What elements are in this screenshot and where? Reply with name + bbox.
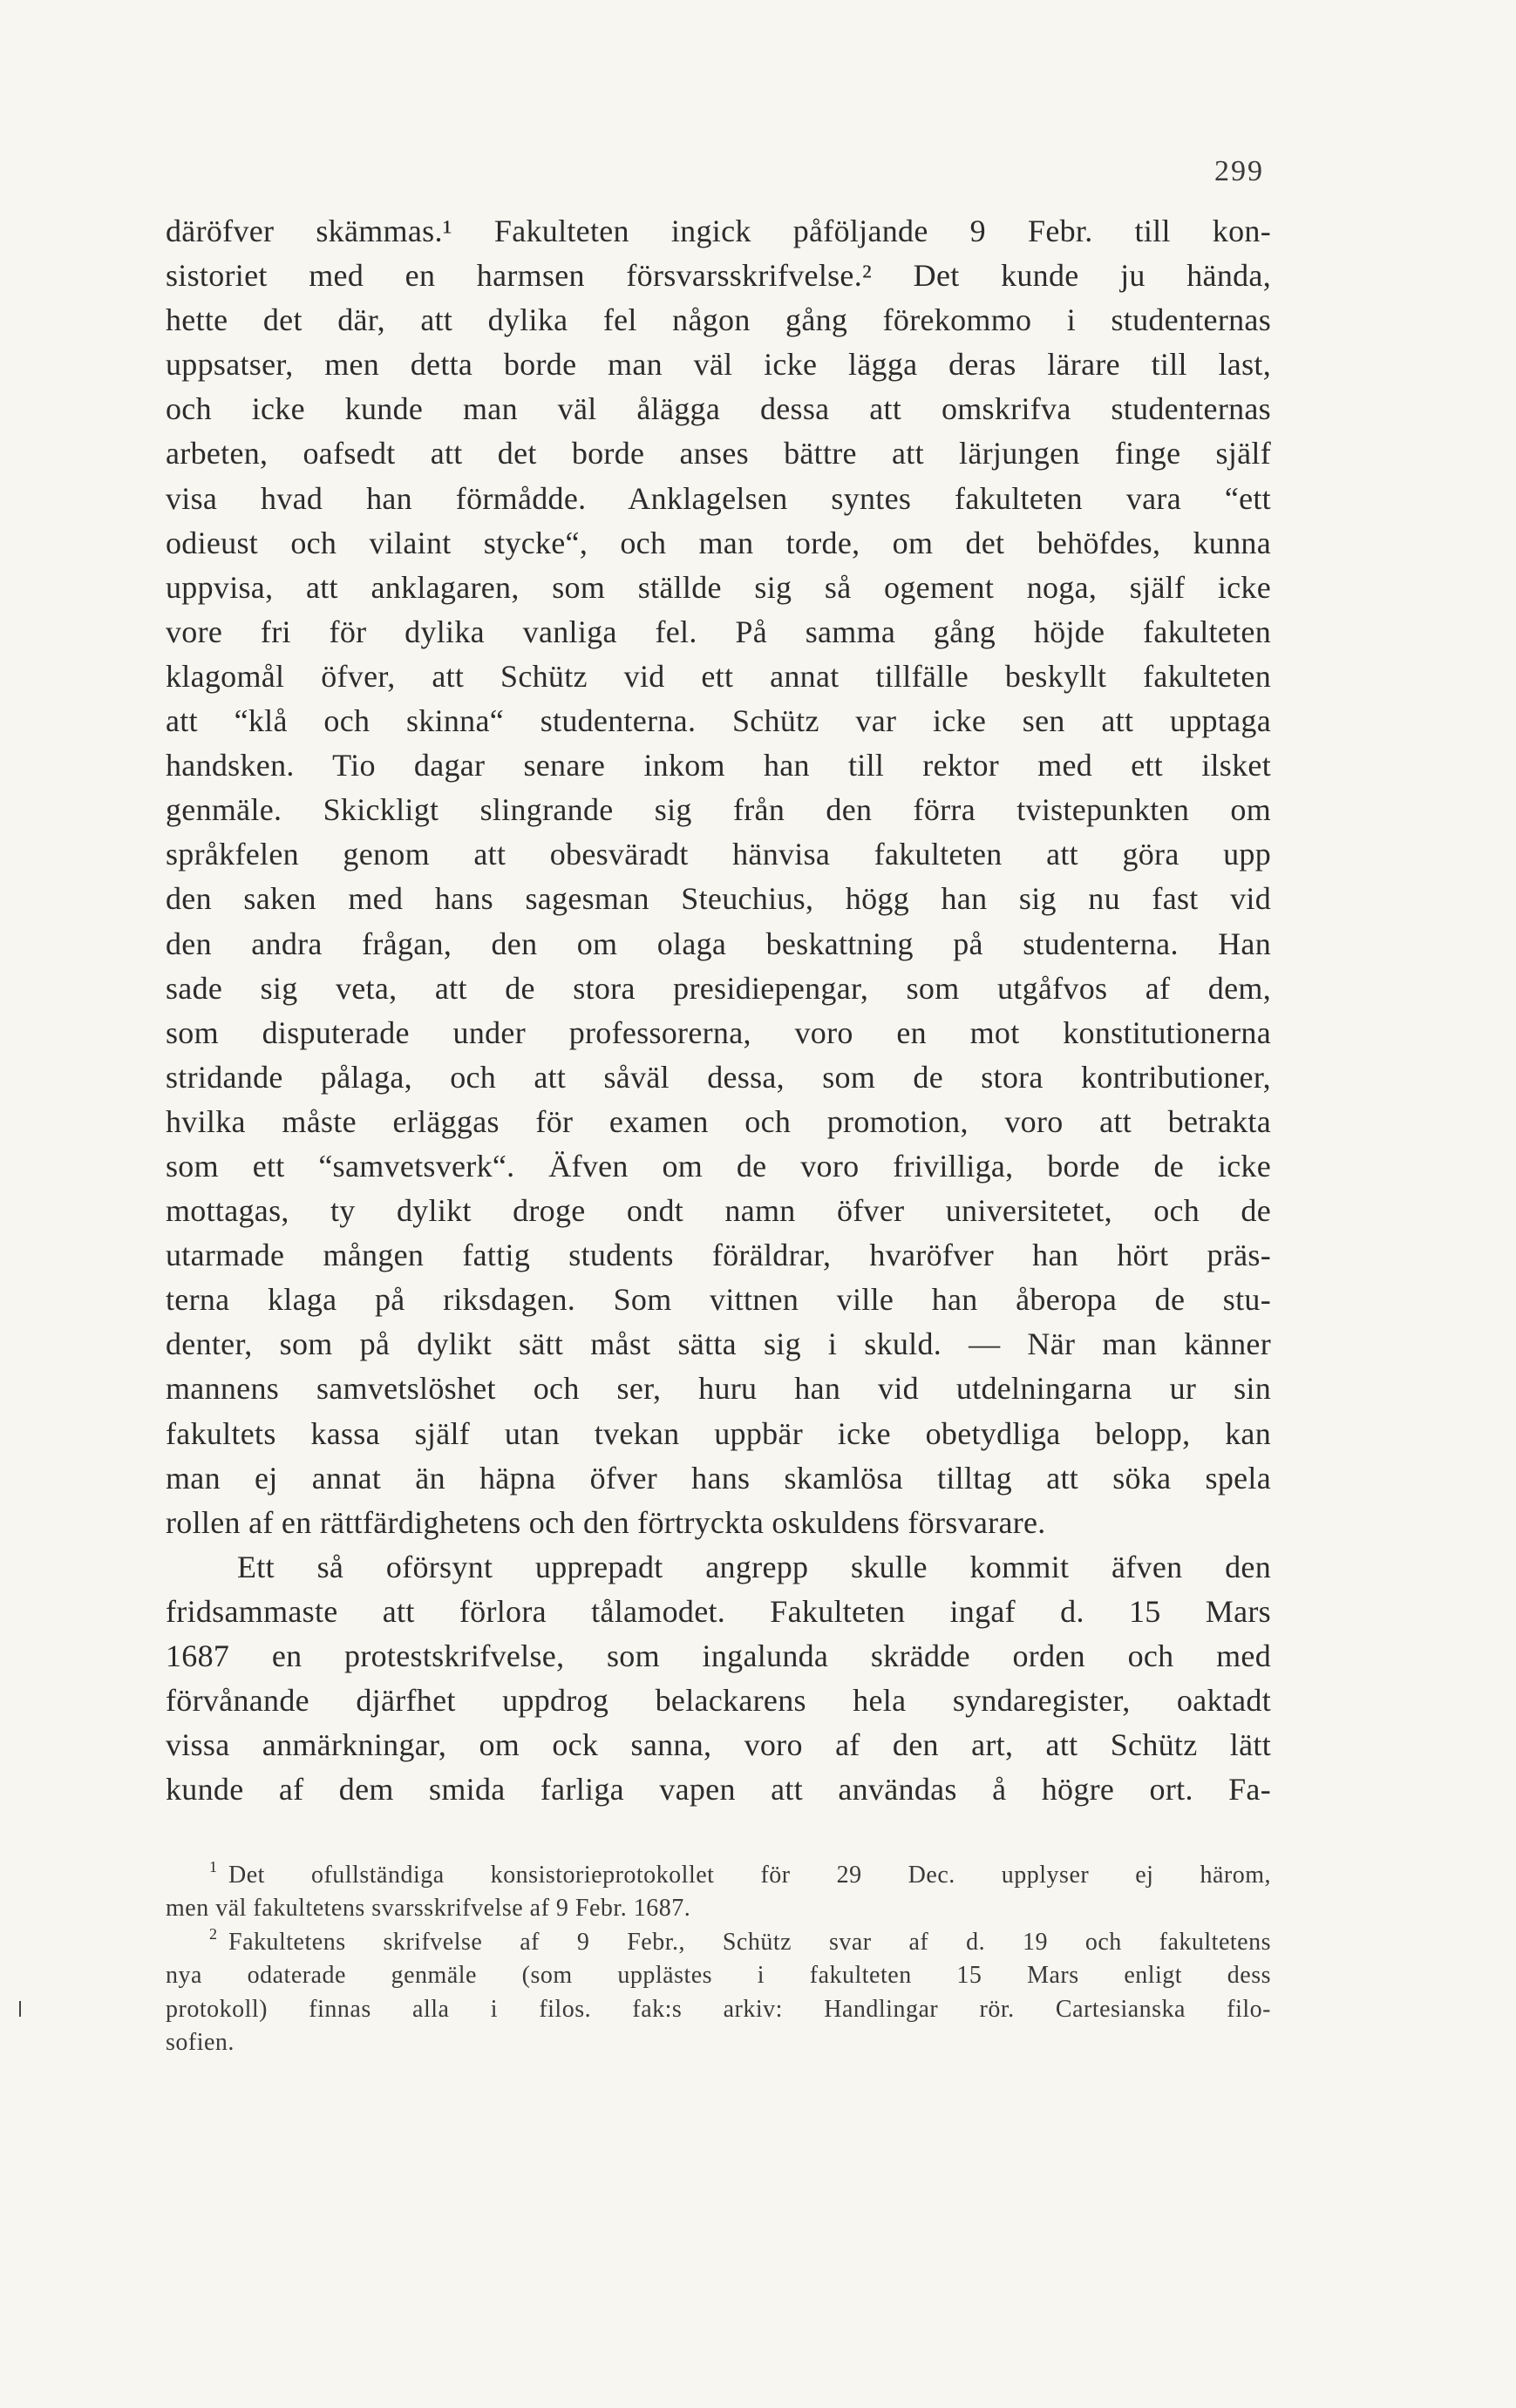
body-line: denter, som på dylikt sätt måst sätta sig i skuld. — När man känner — [166, 1326, 1271, 1362]
footnote-line: Fakultetens skrifvelse af 9 Febr., Schütz svar af d. 19 och fakultetens — [228, 1928, 1271, 1956]
body-line: stridande pålaga, och att såväl dessa, som de stora kontributioner, — [166, 1059, 1271, 1095]
body-line: hette det där, att dylika fel någon gång förekommo i studenternas — [166, 302, 1271, 338]
body-line: odieust och vilaint stycke“, och man torde, om det behöfdes, kunna — [166, 525, 1271, 560]
body-line: 1687 en protestskrifvelse, som ingalunda skrädde orden och med — [166, 1638, 1271, 1673]
body-line: utarmade mången fattig students föräldrar, hvaröfver han hört präs- — [166, 1238, 1271, 1273]
body-line: vissa anmärkningar, om ock sanna, voro af den art, att Schütz lätt — [166, 1727, 1271, 1763]
body-line: som ett “samvetsverk“. Äfven om de voro frivilliga, borde de icke — [166, 1148, 1271, 1184]
body-line: fakultets kassa själf utan tvekan uppbär icke obetydliga belopp, kan — [166, 1415, 1271, 1451]
body-line: den saken med hans sagesman Steuchius, högg han sig nu fast vid — [166, 881, 1271, 917]
body-line: fridsammaste att förlora tålamodet. Fakulteten ingaf d. 15 Mars — [166, 1593, 1271, 1629]
footnote-line: Det ofullständiga konsistorieprotokollet för 29 Dec. upplyser ej härom, — [228, 1862, 1271, 1889]
body-line: man ej annat än häpna öfver hans skamlösa tilltag att söka spela — [166, 1460, 1271, 1496]
footnote-mark: 2 — [209, 1924, 217, 1943]
body-line: klagomål öfver, att Schütz vid ett annat tillfälle beskyllt fakulteten — [166, 658, 1271, 694]
page-number: 299 — [1214, 155, 1264, 187]
body-line: däröfver skämmas.¹ Fakulteten ingick påföljande 9 Febr. till kon- — [166, 214, 1271, 248]
body-line: som disputerade under professorerna, voro en mot konstitutionerna — [166, 1014, 1271, 1050]
body-line: Ett så oförsynt upprepadt angrepp skulle kommit äfven den — [237, 1549, 1271, 1584]
body-line: rollen af en rättfärdighetens och den förtryckta oskuldens försvarare. — [166, 1504, 1046, 1540]
body-line: förvånande djärfhet uppdrog belackarens hela syndaregister, oaktadt — [166, 1683, 1271, 1719]
margin-mark — [19, 2001, 21, 2017]
body-line: mannens samvetslöshet och ser, huru han vid utdelningarna ur sin — [166, 1371, 1271, 1407]
body-line: genmäle. Skickligt slingrande sig från den förra tvistepunkten om — [166, 792, 1271, 828]
body-line: visa hvad han förmådde. Anklagelsen syntes fakulteten vara “ett — [166, 480, 1271, 516]
footnote-line: men väl fakultetens svarsskrifvelse af 9 Febr. 1687. — [166, 1895, 691, 1923]
body-line: vore fri för dylika vanliga fel. På samma gång höjde fakulteten — [166, 614, 1271, 649]
body-line: sistoriet med en harmsen försvarsskrifvelse.² Det kunde ju hända, — [166, 258, 1271, 294]
body-line: språkfelen genom att obesväradt hänvisa fakulteten att göra upp — [166, 837, 1271, 872]
body-line: och icke kunde man väl ålägga dessa att omskrifva studenternas — [166, 391, 1271, 427]
footnote-mark: 1 — [209, 1858, 217, 1876]
footnote-line: sofien. — [166, 2028, 235, 2056]
body-line: terna klaga på riksdagen. Som vittnen ville han åberopa de stu- — [166, 1282, 1271, 1318]
body-line: mottagas, ty dylikt droge ondt namn öfver universitetet, och de — [166, 1193, 1271, 1229]
body-line: handsken. Tio dagar senare inkom han till rektor med ett ilsket — [166, 748, 1271, 783]
body-line: uppsatser, men detta borde man väl icke lägga deras lärare till last, — [166, 347, 1271, 383]
body-line: att “klå och skinna“ studenterna. Schütz var icke sen att upptaga — [166, 703, 1271, 739]
body-line: hvilka måste erläggas för examen och promotion, voro att betrakta — [166, 1103, 1271, 1139]
footnote-line: nya odaterade genmäle (som upplästes i fakulteten 15 Mars enligt dess — [166, 1962, 1271, 1990]
body-text — [166, 209, 1271, 1812]
body-line: arbeten, oafsedt att det borde anses bättre att lärjungen finge själf — [166, 436, 1271, 471]
footnote-line: protokoll) finnas alla i filos. fak:s arkiv: Handlingar rör. Cartesianska filo- — [166, 1995, 1271, 2023]
body-line: den andra frågan, den om olaga beskattning på studenterna. Han — [166, 926, 1271, 961]
footnotes — [166, 1859, 1271, 2059]
body-line: kunde af dem smida farliga vapen att användas å högre ort. Fa- — [166, 1772, 1271, 1808]
body-line: sade sig veta, att de stora presidiepengar, som utgåfvos af dem, — [166, 970, 1271, 1006]
body-line: uppvisa, att anklagaren, som ställde sig så ogement noga, själf icke — [166, 569, 1271, 605]
